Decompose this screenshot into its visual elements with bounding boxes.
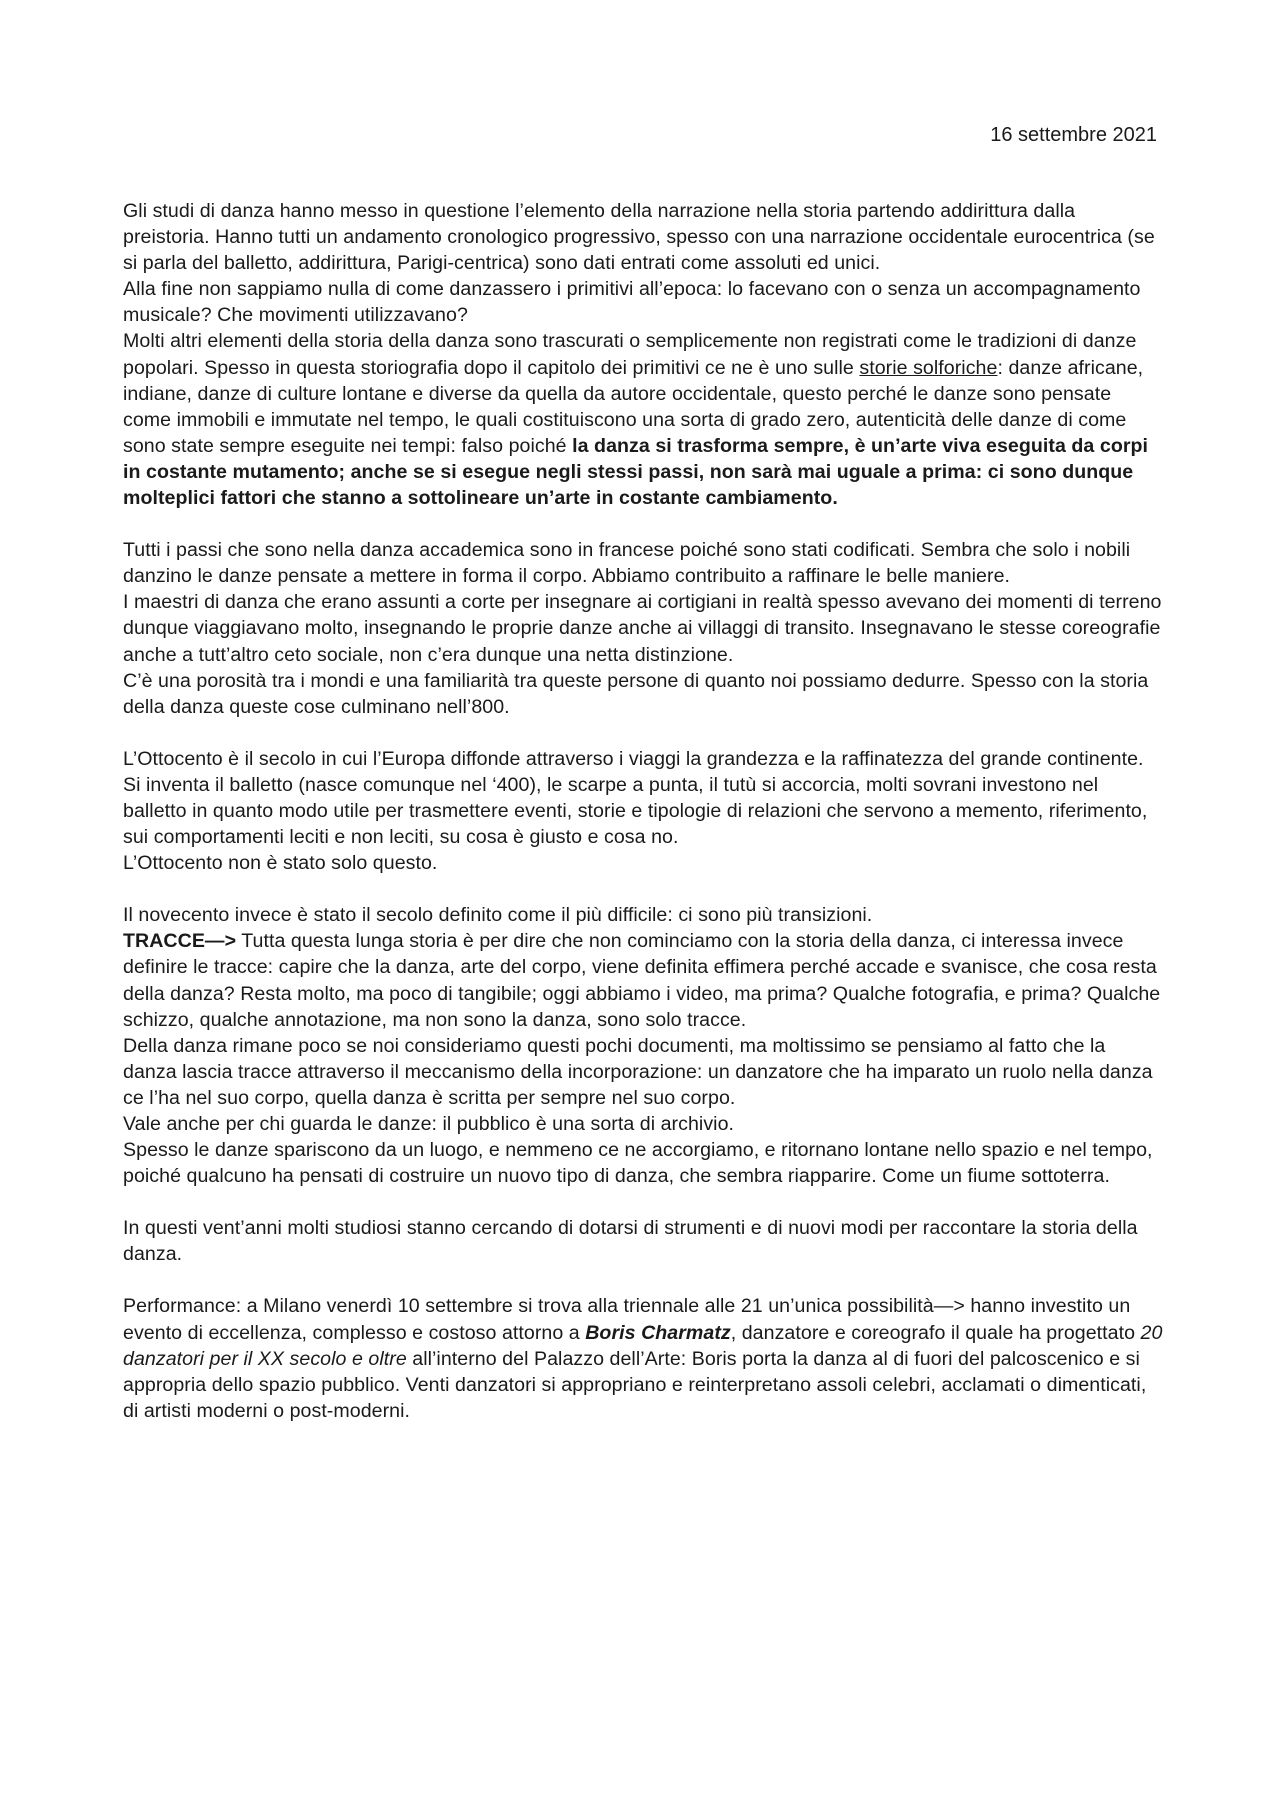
text-segment: Molti altri elementi della storia della danza sono trascurati o semplicemente non registrati come le tradizioni di danze popolari. Spesso in questa storiografia dopo il capitolo dei primitivi ce ne è uno sulle xyxy=(123,330,1137,379)
document-date: 16 settembre 2021 xyxy=(990,124,1157,146)
text-segment: : danze africane, indiane, danze di culture lontane e diverse da quella da autore occidentale, questo perché le danze sono pensate come immobili e immutate nel tempo, le quali costituiscono una sorta di grado zero, autenticità delle danze di come sono state sempre eseguite nei tempi: falso poiché xyxy=(123,356,1144,457)
paragraph-studiosi: In questi vent’anni molti studiosi stanno cercando di dotarsi di strumenti e di nuovi modi per raccontare la storia della danza. xyxy=(123,1217,1138,1266)
paragraph-incorporazione: Della danza rimane poco se noi consideriamo questi pochi documenti, ma moltissimo se pensiamo al fatto che la danza lascia tracce attraverso il meccanismo della incorporazione: un danzatore che ha imparato un ruolo nella danza ce l’ha nel suo corpo, quella danza è scritta per sempre nel suo corpo. xyxy=(123,1034,1153,1109)
paragraph-novecento: Il novecento invece è stato il secolo definito come il più difficile: ci sono più transizioni. xyxy=(123,904,873,927)
paragraph-performance xyxy=(123,1293,1163,1423)
paragraph-primitivi: Alla fine non sappiamo nulla di come danzassero i primitivi all’epoca: lo facevano con o senza un accompagnamento musicale? Che movimenti utilizzavano? xyxy=(123,278,1141,327)
paragraph-spacer xyxy=(123,720,1163,746)
paragraph-spacer xyxy=(123,1189,1163,1215)
paragraph-pubblico: Vale anche per chi guarda le danze: il pubblico è una sorta di archivio. xyxy=(123,1113,735,1135)
paragraph-narrazione: Gli studi di danza hanno messo in questione l’elemento della narrazione nella storia partendo addirittura dalla preistoria. Hanno tutti un andamento cronologico progressivo, spesso con una narrazione occidentale eurocentrica (se si parla del balletto, addirittura, Parigi-centrica) sono dati entrati come assoluti ed unici. xyxy=(123,200,1155,275)
paragraph-maestri: I maestri di danza che erano assunti a corte per insegnare ai cortigiani in realtà spesso avevano dei momenti di terreno dunque viaggiavano molto, insegnando le proprie danze anche ai villaggi di transito. Insegnavano le stesse coreografie anche a tutt’altro ceto sociale, non c’era dunque una netta distinzione. xyxy=(123,591,1162,666)
underlined-term: storie solforiche xyxy=(859,356,998,379)
paragraph-ottocento-note: L’Ottocento non è stato solo questo. xyxy=(123,852,438,875)
boris-charmatz-name: Boris Charmatz xyxy=(585,1321,731,1344)
text-segment: Tutta questa lunga storia è per dire che non cominciamo con la storia della danza, ci interessa invece definire le tracce: capire che la danza, arte del corpo, viene definita effimera perché accade e svanisce, che cosa resta della danza? Resta molto, ma poco di tangibile; oggi abbiamo i video, ma prima? Qualche fotografia, e prima? Qualche schizzo, qualche annotazione, ma non sono la danza, sono solo tracce. xyxy=(123,930,1161,1031)
bold-statement: la danza si trasforma sempre, è un’arte viva eseguita da corpi in costante mutamento; anche se si esegue negli stessi passi, non sarà mai uguale a prima: ci sono dunque molteplici fattori che stanno a sottolineare un’arte in costante cambiamento. xyxy=(123,434,1149,510)
paragraph-fiume: Spesso le danze spariscono da un luogo, e nemmeno ce ne accorgiamo, e ritornano lontane nello spazio e nel tempo, poiché qualcuno ha pensati di costruire un nuovo tipo di danza, che sembra riapparire. Come un fiume sottoterra. xyxy=(123,1139,1153,1188)
text-segment: Performance: a Milano venerdì 10 settembre si trova alla triennale alle 21 un’unica possibilità—> hanno investito un evento di eccellenza, complesso e costoso attorno a xyxy=(123,1295,1131,1344)
paragraph-spacer xyxy=(123,876,1163,902)
paragraph-spacer xyxy=(123,1267,1163,1293)
paragraph-ottocento: L’Ottocento è il secolo in cui l’Europa diffonde attraverso i viaggi la grandezza e la raffinatezza del grande continente. Si inventa il balletto (nasce comunque nel ‘400), le scarpe a punta, il tutù si accorcia, molti sovrani investono nel balletto in quanto modo utile per trasmettere eventi, storie e tipologie di relazioni che servono a memento, riferimento, sui comportamenti leciti e non leciti, su cosa è giusto e cosa no. xyxy=(123,747,1148,849)
paragraph-storiografia xyxy=(123,328,1163,511)
paragraph-danza-accademica: Tutti i passi che sono nella danza accademica sono in francese poiché sono stati codificati. Sembra che solo i nobili danzino le danze pensate a mettere in forma il corpo. Abbiamo contribuito a raffinare le belle maniere. xyxy=(123,539,1131,588)
text-segment: all’interno del Palazzo dell’Arte: Boris porta la danza al di fuori del palcoscenico e si appropria dello spazio pubblico. Venti danzatori si appropriano e reinterpretano assoli celebri, acclamati o dimenticati, di artisti moderni o post-moderni. xyxy=(123,1347,1147,1422)
performance-title: 20 danzatori per il XX secolo e oltre xyxy=(123,1321,1163,1370)
paragraph-spacer xyxy=(123,511,1163,537)
tracce-heading: TRACCE—> xyxy=(123,930,237,953)
paragraph-tracce xyxy=(123,928,1163,1032)
document-body xyxy=(123,198,1163,1424)
text-segment: , danzatore e coreografo il quale ha progettato xyxy=(730,1321,1141,1344)
paragraph-porosita: C’è una porosità tra i mondi e una familiarità tra queste persone di quanto noi possiamo dedurre. Spesso con la storia della danza queste cose culminano nell’800. xyxy=(123,669,1149,718)
